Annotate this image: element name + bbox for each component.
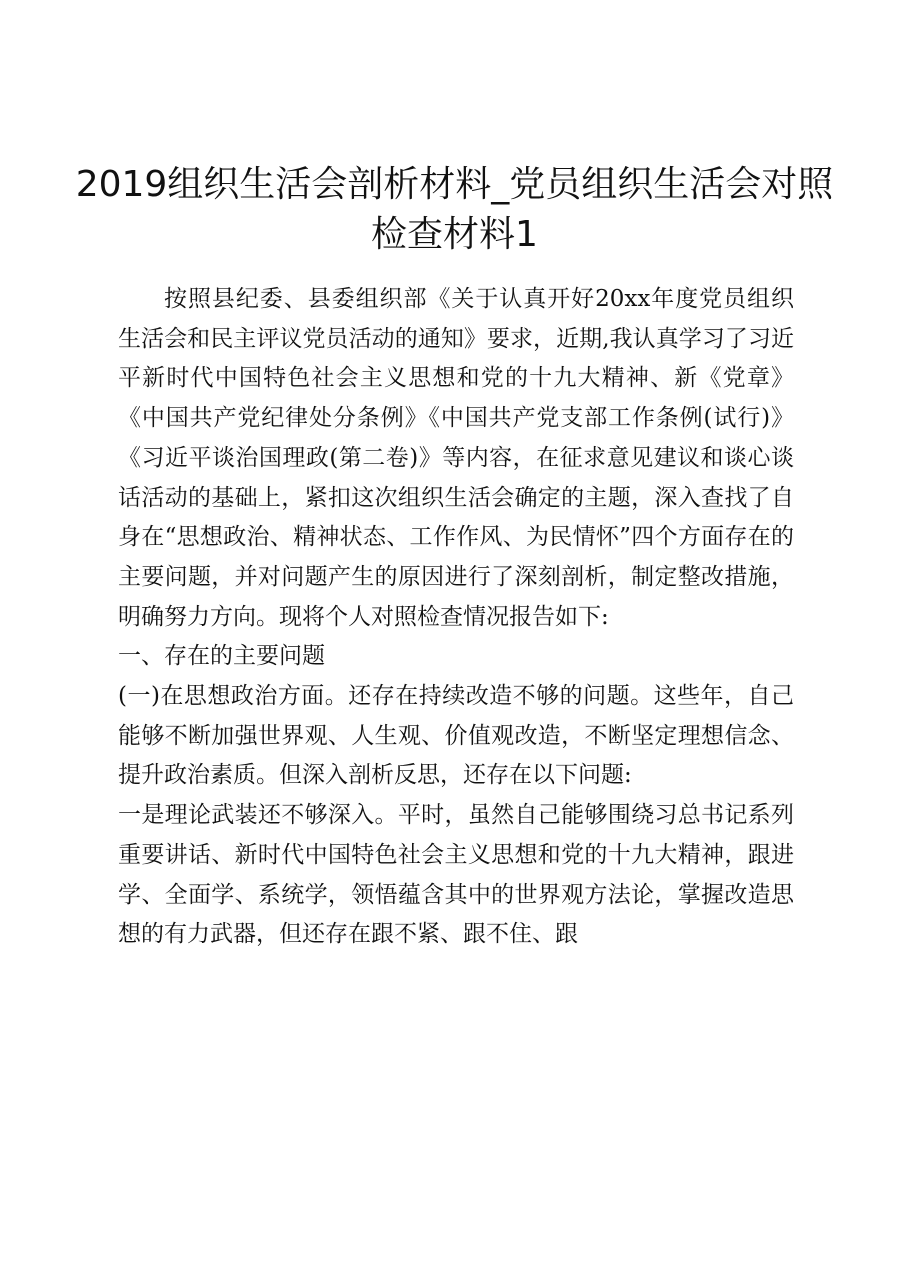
document-body <box>118 280 794 955</box>
section-heading-main-problems: 一、存在的主要问题 <box>118 643 325 670</box>
document-title: 2019组织生活会剖析材料_党员组织生活会对照检查材料1 <box>75 164 834 255</box>
point-theory-study: 一是理论武装还不够深入。平时，虽然自己能够围绕习总书记系列重要讲话、新时代中国特色社会主义思想和党的十九大精神，跟进学、全面学、系统学，领悟蕴含其中的世界观方法论，掌握改造思想的有力武器，但还存在跟不紧、跟不住、跟 <box>118 802 794 948</box>
subsection-political-thought: (一)在思想政治方面。还存在持续改造不够的问题。这些年，自己能够不断加强世界观、人生观、价值观改造，不断坚定理想信念、提升政治素质。但深入剖析反思，还存在以下问题: <box>118 683 794 789</box>
intro-paragraph: 按照县纪委、县委组织部《关于认真开好20xx年度党员组织生活会和民主评议党员活动的通知》要求，近期,我认真学习了习近平新时代中国特色社会主义思想和党的十九大精神、新《党章》《中国共产党纪律处分条例》《中国共产党支部工作条例(试行)》《习近平谈治国理政(第二卷)》等内容，在征求意见建议和谈心谈话活动的基础上，紧扣这次组织生活会确定的主题，深入查找了自身在“思想政治、精神状态、工作作风、为民情怀”四个方面存在的主要问题，并对问题产生的原因进行了深刻剖析，制定整改措施，明确努力方向。现将个人对照检查情况报告如下: <box>118 286 794 630</box>
